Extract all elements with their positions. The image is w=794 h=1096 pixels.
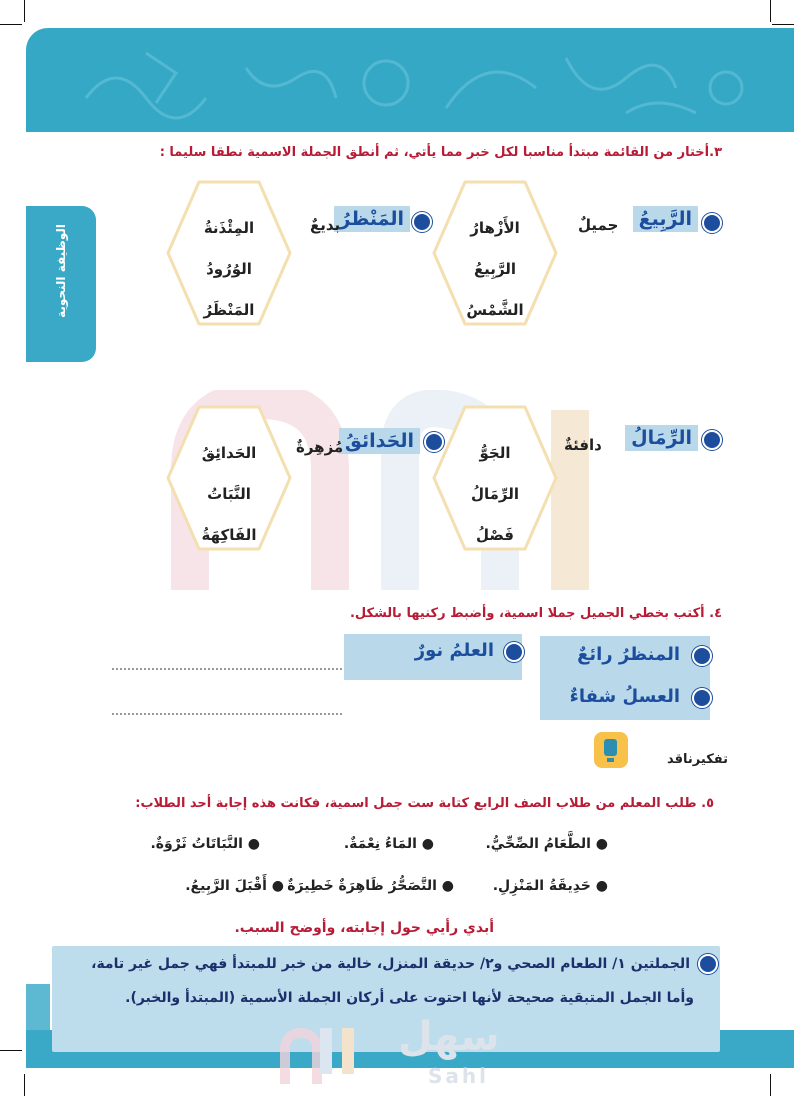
watermark-brand	[280, 1014, 520, 1094]
answer-subject: الرَّبِيعُ	[633, 206, 698, 232]
list-item: ● حَدِيقَةُ المَنْزِلِ.	[492, 878, 608, 894]
student-sentence: النَّبَاتَاتُ ثَرْوَةٌ.	[150, 836, 243, 852]
answer-subject: الحَدائقُ	[339, 428, 420, 454]
predicate-word: بديعٌ	[310, 216, 341, 234]
predicate-word: دافئةٌ	[564, 436, 602, 454]
answer-subject: المَنْظرُ	[334, 206, 410, 232]
answer-marker-icon	[692, 646, 712, 666]
watermark-latin: Sahl	[428, 1064, 489, 1088]
hex-word: النَّبَاتُ	[207, 485, 251, 503]
list-item: ● الطَّعَامُ الصِّحِّيُّ.	[485, 836, 608, 852]
side-tab-label: الوظيفة النحوية	[54, 224, 68, 318]
critical-thinking-label: تفكيرناقد	[667, 752, 728, 767]
header-banner	[26, 28, 794, 132]
question-3-title: ٣.أختار من القائمة مبتدأ مناسبا لكل خبر مما يأتي، ثم أنطق الجملة الاسمية نطقا سليما :	[159, 145, 722, 160]
answer-line: وأما الجمل المتبقية صحيحة لأنها احتوت على أركان الجملة الأسمية (المبتدأ والخبر).	[125, 990, 694, 1006]
student-sentence: التَّصَحُّرُ ظَاهِرَةٌ خَطِيرَةٌ	[287, 878, 437, 894]
crop-mark	[770, 0, 771, 22]
sentence-answer: العسلُ شفاءٌ	[569, 686, 680, 707]
answer-marker-icon	[692, 688, 712, 708]
hex-list-4	[166, 433, 292, 556]
answer-subject: الرِّمَالُ	[625, 425, 698, 451]
crop-mark	[772, 24, 794, 25]
answer-line: الجملتين ١/ الطعام الصحي و٢/ حديقة المنزل، خالية من خبر للمبتدأ فهي جمل غير تامة،	[91, 956, 690, 972]
watermark-brand-logo	[280, 1020, 368, 1080]
crop-mark	[24, 1074, 25, 1096]
answer-marker-icon	[424, 432, 444, 452]
section-side-tab	[26, 206, 96, 362]
student-sentence: الطَّعَامُ الصِّحِّيُّ.	[485, 836, 591, 852]
hex-word: الرِّمَالُ	[470, 485, 520, 503]
hex-list-2	[166, 208, 292, 331]
question-4-title: ٤. أكتب بخطي الجميل جملا اسمية، وأضبط ركنيها بالشكل.	[349, 606, 722, 621]
answer-marker-icon	[504, 642, 524, 662]
student-sentence: المَاءُ نِعْمَةٌ.	[343, 836, 417, 852]
crop-mark	[0, 1050, 22, 1051]
banner-pattern	[26, 28, 794, 132]
answer-marker-icon	[698, 954, 718, 974]
question-5-prompt: أبدي رأيي حول إجابته، وأوضح السبب.	[234, 920, 494, 936]
hex-word: الفَاكِهَةُ	[201, 526, 257, 544]
sentence-answer: العلمُ نورٌ	[414, 640, 494, 661]
watermark-arabic: سهل	[398, 1014, 500, 1060]
hex-word: الوُرُودُ	[206, 260, 252, 278]
list-item: ● المَاءُ نِعْمَةٌ.	[343, 836, 434, 852]
critical-thinking-icon	[594, 732, 628, 768]
list-item: ● التَّصَحُّرُ ظَاهِرَةٌ خَطِيرَةٌ	[287, 878, 454, 894]
answer-marker-icon	[702, 213, 722, 233]
list-item: ● أَقْبَلَ الرَّبِيعُ.	[185, 878, 284, 894]
writing-line	[112, 668, 342, 670]
predicate-word: مُزهِرةٌ	[296, 438, 344, 456]
hex-list-1	[432, 208, 558, 331]
student-sentence: حَدِيقَةُ المَنْزِلِ.	[492, 878, 591, 894]
crop-mark	[0, 24, 22, 25]
crop-mark	[24, 0, 25, 22]
crop-mark	[770, 1074, 771, 1096]
answer-marker-icon	[412, 212, 432, 232]
question-5-title: ٥. طلب المعلم من طلاب الصف الرابع كتابة ست جمل اسمية، فكانت هذه إجابة أحد الطلاب:	[135, 796, 714, 811]
hex-word: الحَدائِقُ	[201, 444, 257, 462]
hex-word: الأَزْهارُ	[470, 219, 520, 237]
hex-list-3	[432, 433, 558, 556]
answer-marker-icon	[702, 430, 722, 450]
predicate-word: جميلٌ	[578, 216, 619, 234]
sentence-answer: المنظرُ رائعٌ	[577, 644, 680, 665]
hex-word: الشَّمْسُ	[466, 301, 524, 319]
student-sentence: أَقْبَلَ الرَّبِيعُ.	[185, 878, 267, 894]
writing-line	[112, 713, 342, 715]
hex-word: الجَوُّ	[479, 444, 511, 462]
hex-word: المَنْظَرُ	[203, 301, 255, 319]
list-item: ● النَّبَاتَاتُ ثَرْوَةٌ.	[150, 836, 260, 852]
hex-word: فَصْلُ	[476, 526, 514, 544]
hex-word: المِئْذَنةُ	[203, 219, 255, 237]
hex-word: الرَّبِيعُ	[473, 260, 517, 278]
